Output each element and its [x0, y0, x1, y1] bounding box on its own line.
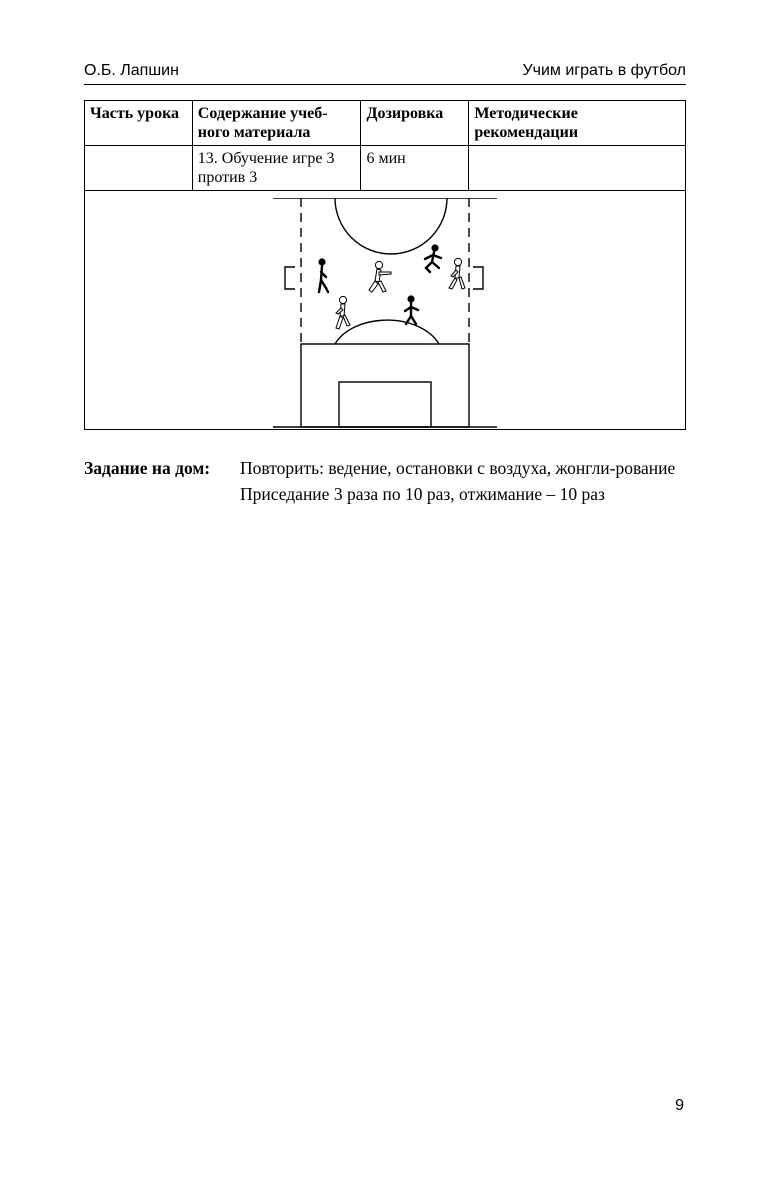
page-number: 9: [675, 1097, 684, 1114]
cell-dosage: 6 мин: [361, 146, 469, 191]
player-white-3: [336, 296, 350, 329]
field-diagram: [273, 198, 497, 430]
table-header-row: [85, 101, 686, 146]
homework-line-1: Повторить: ведение, остановки с воздуха, жонгли-рование: [240, 458, 676, 478]
header-dosage: Дозировка: [361, 101, 469, 146]
homework-text: [240, 455, 688, 507]
player-black-3: [405, 295, 418, 324]
diagram-row: [85, 191, 686, 430]
cell-part: [85, 146, 193, 191]
diagram-cell: [85, 191, 686, 430]
cell-recommendations: [469, 146, 686, 191]
top-center-arc: [335, 198, 447, 254]
homework-line-2: Приседание 3 раза по 10 раз, отжимание – 10 раз: [240, 484, 605, 504]
header-part: Часть урока: [85, 101, 193, 146]
player-black-1: [318, 258, 328, 292]
left-side-goal: [285, 267, 295, 289]
player-black-2: [425, 244, 441, 272]
right-side-goal: [473, 267, 483, 289]
homework-label: Задание на дом:: [84, 458, 211, 478]
player-white-1: [369, 261, 391, 292]
header-content: Содержание учеб-ного материала: [192, 101, 361, 146]
header-rule: [84, 84, 686, 85]
header-recommendations: Методические рекомендации: [469, 101, 686, 146]
cell-content: 13. Обучение игре 3 против 3: [192, 146, 361, 191]
penalty-arc: [335, 320, 439, 344]
header-book-title: Учим играть в футбол: [522, 62, 686, 79]
lesson-table: [84, 100, 686, 430]
header-author: О.Б. Лапшин: [84, 62, 179, 79]
goal-area: [339, 382, 431, 427]
penalty-area: [301, 344, 469, 427]
table-row: [85, 146, 686, 191]
page-header: [84, 60, 686, 86]
player-white-2: [449, 258, 465, 289]
